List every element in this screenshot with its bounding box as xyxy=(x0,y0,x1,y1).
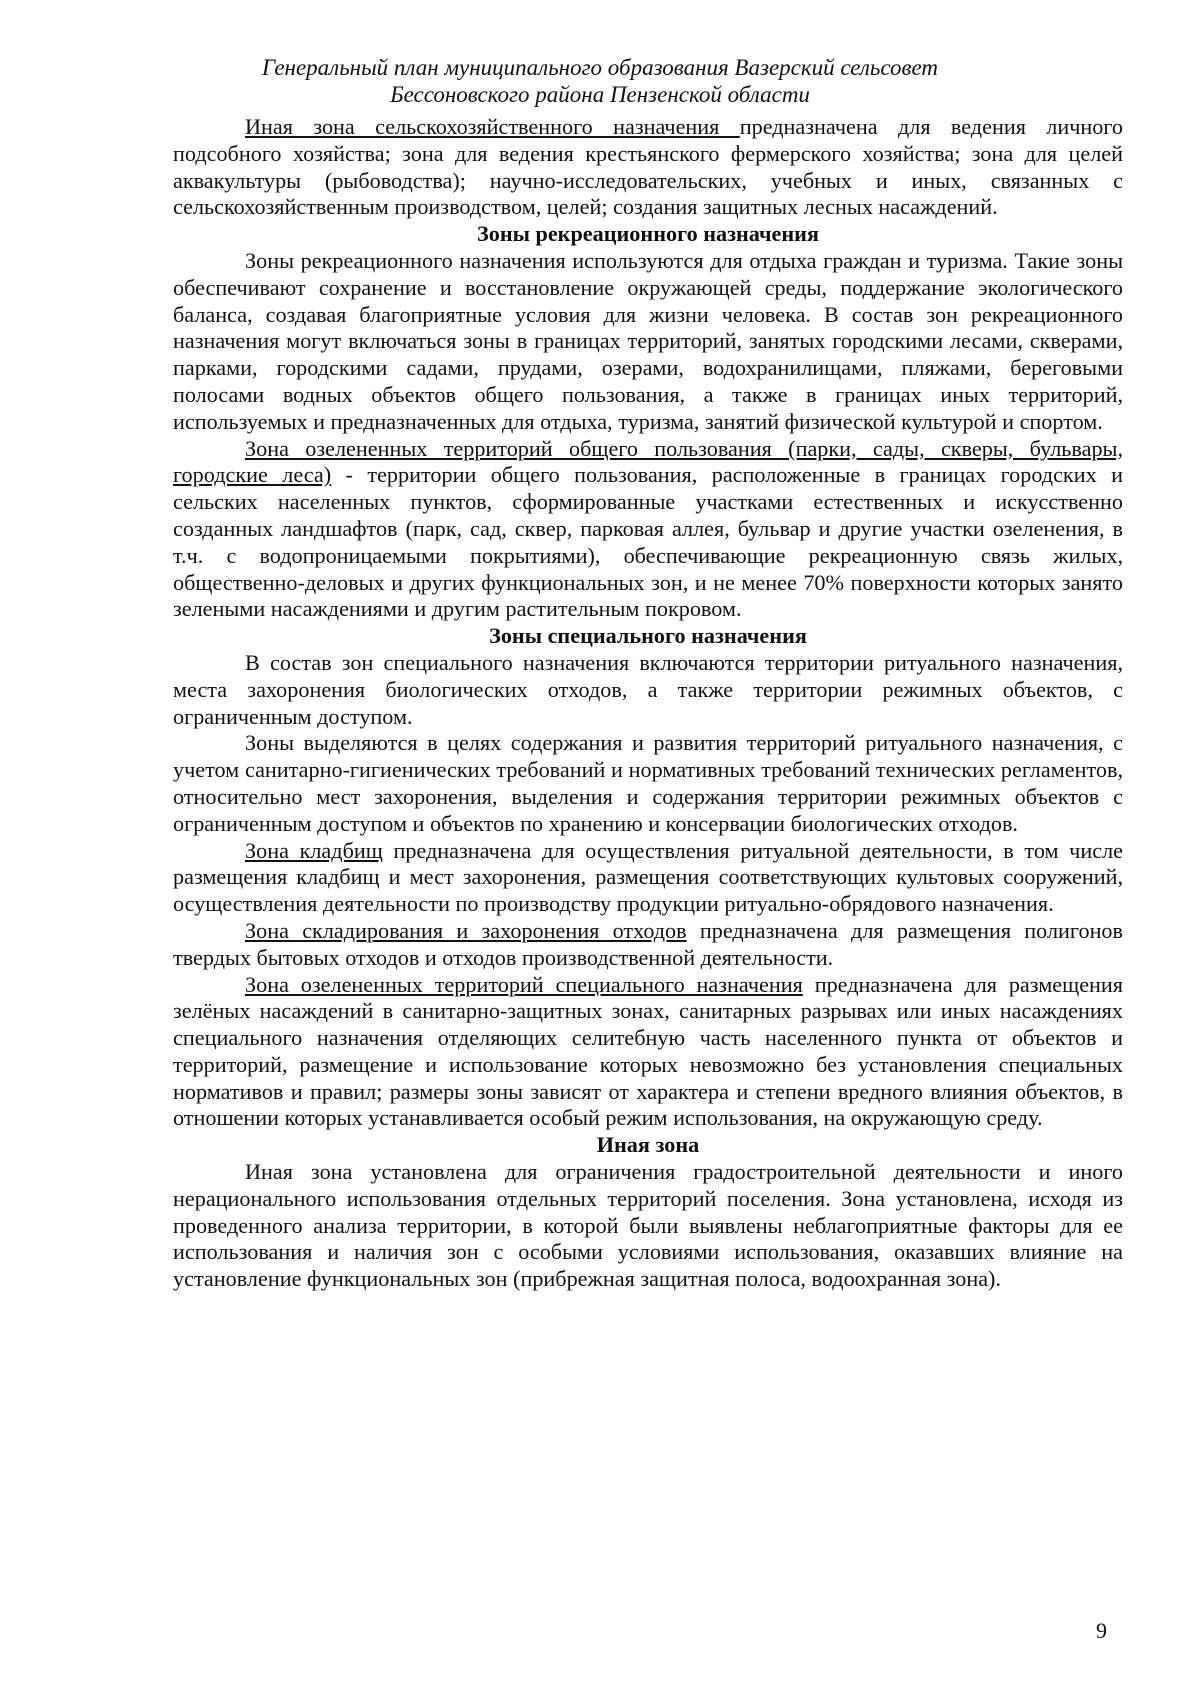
underlined-term: Зона складирования и захоронения отходов xyxy=(245,917,687,943)
paragraph-text: В состав зон специального назначения включаются территории ритуального назначения, места захоронения биологических отходов, а также территории режимных объектов, с ограниченным доступом. xyxy=(173,649,1123,729)
paragraph-text: Иная зона установлена для ограничения градостроительной деятельности и иного нерационального использования отдельных территорий поселения. Зона установлена, исходя из проведенного анализа территории, в которой были выявлены неблагоприятные факторы для ее использования и наличия зон с особыми условиями использования, оказавших влияние на установление функциональных зон (прибрежная защитная полоса, водоохранная зона). xyxy=(173,1159,1123,1292)
section-heading-other-zone: Иная зона xyxy=(596,1132,700,1158)
underlined-term: Зона озелененных территорий специального назначения xyxy=(245,971,803,997)
paragraph-green-public-zone xyxy=(173,436,1123,624)
running-header xyxy=(0,54,1200,108)
underlined-term: Зона озелененных территорий общего пользования (парки, сады, скверы, бульвары, городские леса) xyxy=(173,435,1123,488)
section-heading-recreational: Зоны рекреационного назначения xyxy=(477,221,819,247)
header-line-2: Бессоновского района Пензенской области xyxy=(390,82,810,107)
paragraph-special-zones-purpose xyxy=(173,730,1123,837)
paragraph-text: предназначена для ведения личного подсобного хозяйства; зона для ведения крестьянского фермерского хозяйства; зона для целей аквакультуры (рыбоводства); научно-исследовательских, учебных и иных, связанных с сельскохозяйственным производством, целей; создания защитных лесных насаждений. xyxy=(173,114,1123,220)
paragraph-special-zones-composition xyxy=(173,650,1123,730)
underlined-term: Иная зона сельскохозяйственного назначения xyxy=(245,114,740,139)
paragraph-text: предназначена для размещения зелёных насаждений в санитарно-защитных зонах, санитарных разрывах или иных насаждениях специального назначения отделяющих селитебную часть населенного пункта от объектов и территорий, размещение и использование которых невозможно без установления специальных нормативов и правил; размеры зоны зависят от характера и степени вредного влияния объектов, в отношении которых устанавливается особый режим использования, на окружающую среду. xyxy=(173,971,1123,1131)
paragraph-text: предназначена для осуществления ритуальной деятельности, в том числе размещения кладбищ и мест захоронения, размещения соответствующих культовых сооружений, осуществления деятельности по производству продукции ритуально-обрядового назначения. xyxy=(173,837,1123,917)
page-number: 9 xyxy=(1096,1618,1107,1643)
header-line-1: Генеральный план муниципального образования Вазерский сельсовет xyxy=(261,55,939,80)
section-heading-special: Зоны специального назначения xyxy=(489,623,807,649)
paragraph-text: Зоны рекреационного назначения используются для отдыха граждан и туризма. Такие зоны обеспечивают сохранение и восстановление окружающей среды, поддержание экологического баланса, создавая благоприятные условия для жизни человека. В состав зон рекреационного назначения могут включаться зоны в границах территорий, занятых городскими лесами, скверами, парками, городскими садами, прудами, озерами, водохранилищами, пляжами, береговыми полосами водных объектов общего пользования, а также в границах иных территорий, используемых и предназначенных для отдыха, туризма, занятий физической культурой и спортом. xyxy=(173,247,1123,434)
document-body xyxy=(173,114,1123,1293)
paragraph-recreational-zones xyxy=(173,248,1123,436)
paragraph-cemetery-zone xyxy=(173,838,1123,918)
underlined-term: Зона кладбищ xyxy=(245,837,383,863)
paragraph-text: предназначена для размещения полигонов твердых бытовых отходов и отходов производственной деятельности. xyxy=(173,917,1124,970)
paragraph-other-zone xyxy=(173,1159,1123,1293)
paragraph-text: - территории общего пользования, расположенные в границах городских и сельских населенных пунктов, сформированные участками естественных и искусственно созданных ландшафтов (парк, сад, сквер, парковая аллея, бульвар и другие участки озеленения, в т.ч. с водопроницаемыми покрытиями), обеспечивающие рекреационную связь жилых, общественно-деловых и других функциональных зон, и не менее 70% поверхности которых занято зелеными насаждениями и другим растительным покровом. xyxy=(173,462,1123,622)
paragraph-green-special-zone xyxy=(173,972,1123,1133)
paragraph-other-agricultural-zone xyxy=(173,114,1123,221)
paragraph-text: Зоны выделяются в целях содержания и развития территорий ритуального назначения, с учетом санитарно-гигиенических требований и нормативных требований технических регламентов, относительно мест захоронения, выделения и содержания территории режимных объектов с ограниченным доступом и объектов по хранению и консервации биологических отходов. xyxy=(173,730,1123,836)
paragraph-waste-zone xyxy=(173,918,1123,972)
